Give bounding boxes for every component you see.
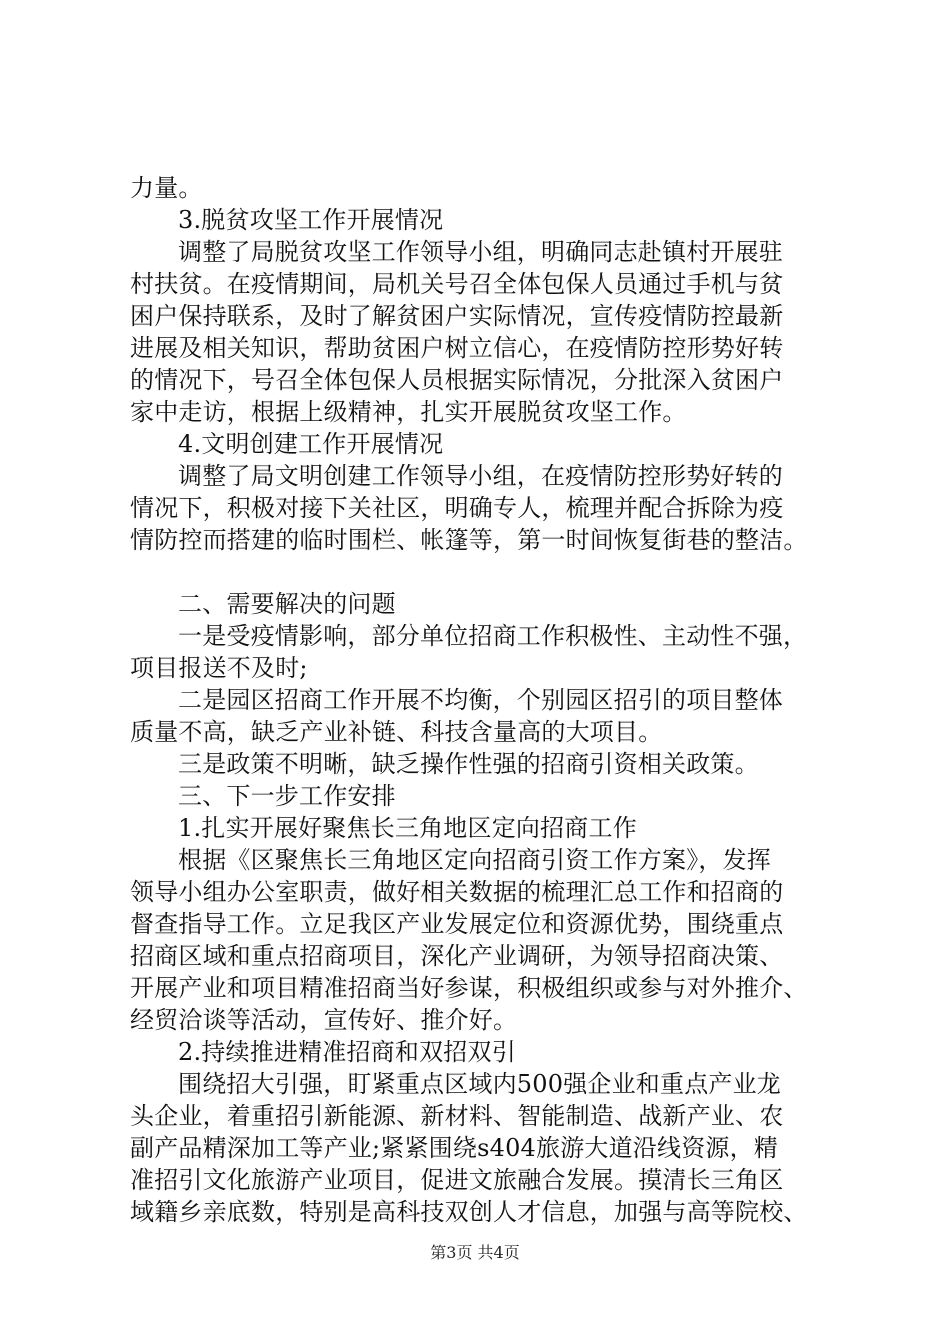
text-line-30: 头企业，着重招引新能源、新材料、智能制造、战新产业、农	[130, 1102, 784, 1130]
text-line-33: 域籍乡亲底数，特别是高科技双创人才信息，加强与高等院校、	[130, 1198, 808, 1226]
document-body	[130, 172, 850, 1228]
text-line-24: 督查指导工作。立足我区产业发展定位和资源优势，围绕重点	[130, 910, 784, 938]
text-line-25: 招商区域和重点招商项目，深化产业调研，为领导招商决策、	[130, 942, 784, 970]
section-heading-next-steps: 三、下一步工作安排	[178, 782, 396, 810]
page-footer: 第3页 共4页	[430, 1243, 520, 1262]
text-line-1: 力量。	[130, 174, 203, 202]
text-line-19: 三是政策不明晰，缺乏操作性强的招商引资相关政策。	[178, 750, 759, 778]
text-line-12: 情防控而搭建的临时围栏、帐篷等，第一时间恢复街巷的整洁。	[130, 526, 808, 554]
text-line-29: 围绕招大引强，盯紧重点区域内500强企业和重点产业龙	[178, 1070, 782, 1098]
text-line-7: 的情况下，号召全体包保人员根据实际情况，分批深入贫困户	[130, 366, 784, 394]
text-line-16: 项目报送不及时;	[130, 654, 308, 682]
section-heading-problems: 二、需要解决的问题	[178, 590, 396, 618]
text-line-4: 村扶贫。在疫情期间，局机关号召全体包保人员通过手机与贫	[130, 270, 784, 298]
text-line-5: 困户保持联系，及时了解贫困户实际情况，宣传疫情防控最新	[130, 302, 784, 330]
text-line-10: 调整了局文明创建工作领导小组，在疫情防控形势好转的	[178, 462, 783, 490]
text-line-31: 副产品精深加工等产业;紧紧围绕s404旅游大道沿线资源，精	[130, 1134, 779, 1162]
text-line-17: 二是园区招商工作开展不均衡，个别园区招引的项目整体	[178, 686, 783, 714]
section-heading-civilization: 4.文明创建工作开展情况	[178, 430, 444, 458]
text-line-18: 质量不高，缺乏产业补链、科技含量高的大项目。	[130, 718, 663, 746]
section-heading-poverty: 3.脱贫攻坚工作开展情况	[178, 206, 444, 234]
text-line-15: 一是受疫情影响，部分单位招商工作积极性、主动性不强，	[178, 622, 808, 650]
text-line-3: 调整了局脱贫攻坚工作领导小组，明确同志赴镇村开展驻	[178, 238, 783, 266]
text-line-11: 情况下，积极对接下关社区，明确专人，梳理并配合拆除为疫	[130, 494, 784, 522]
text-line-6: 进展及相关知识，帮助贫困户树立信心，在疫情防控形势好转	[130, 334, 784, 362]
text-line-8: 家中走访，根据上级精神，扎实开展脱贫攻坚工作。	[130, 398, 687, 426]
text-line-32: 准招引文化旅游产业项目，促进文旅融合发展。摸清长三角区	[130, 1166, 784, 1194]
text-line-22: 根据《区聚焦长三角地区定向招商引资工作方案》，发挥	[178, 846, 771, 874]
text-line-27: 经贸洽谈等活动，宣传好、推介好。	[130, 1006, 518, 1034]
text-line-23: 领导小组办公室职责，做好相关数据的梳理汇总工作和招商的	[130, 878, 784, 906]
blank-line	[130, 556, 850, 588]
section-heading-yangtze: 1.扎实开展好聚焦长三角地区定向招商工作	[178, 814, 637, 842]
text-line-26: 开展产业和项目精准招商当好参谋，积极组织或参与对外推介、	[130, 974, 808, 1002]
section-heading-precision: 2.持续推进精准招商和双招双引	[178, 1038, 516, 1066]
